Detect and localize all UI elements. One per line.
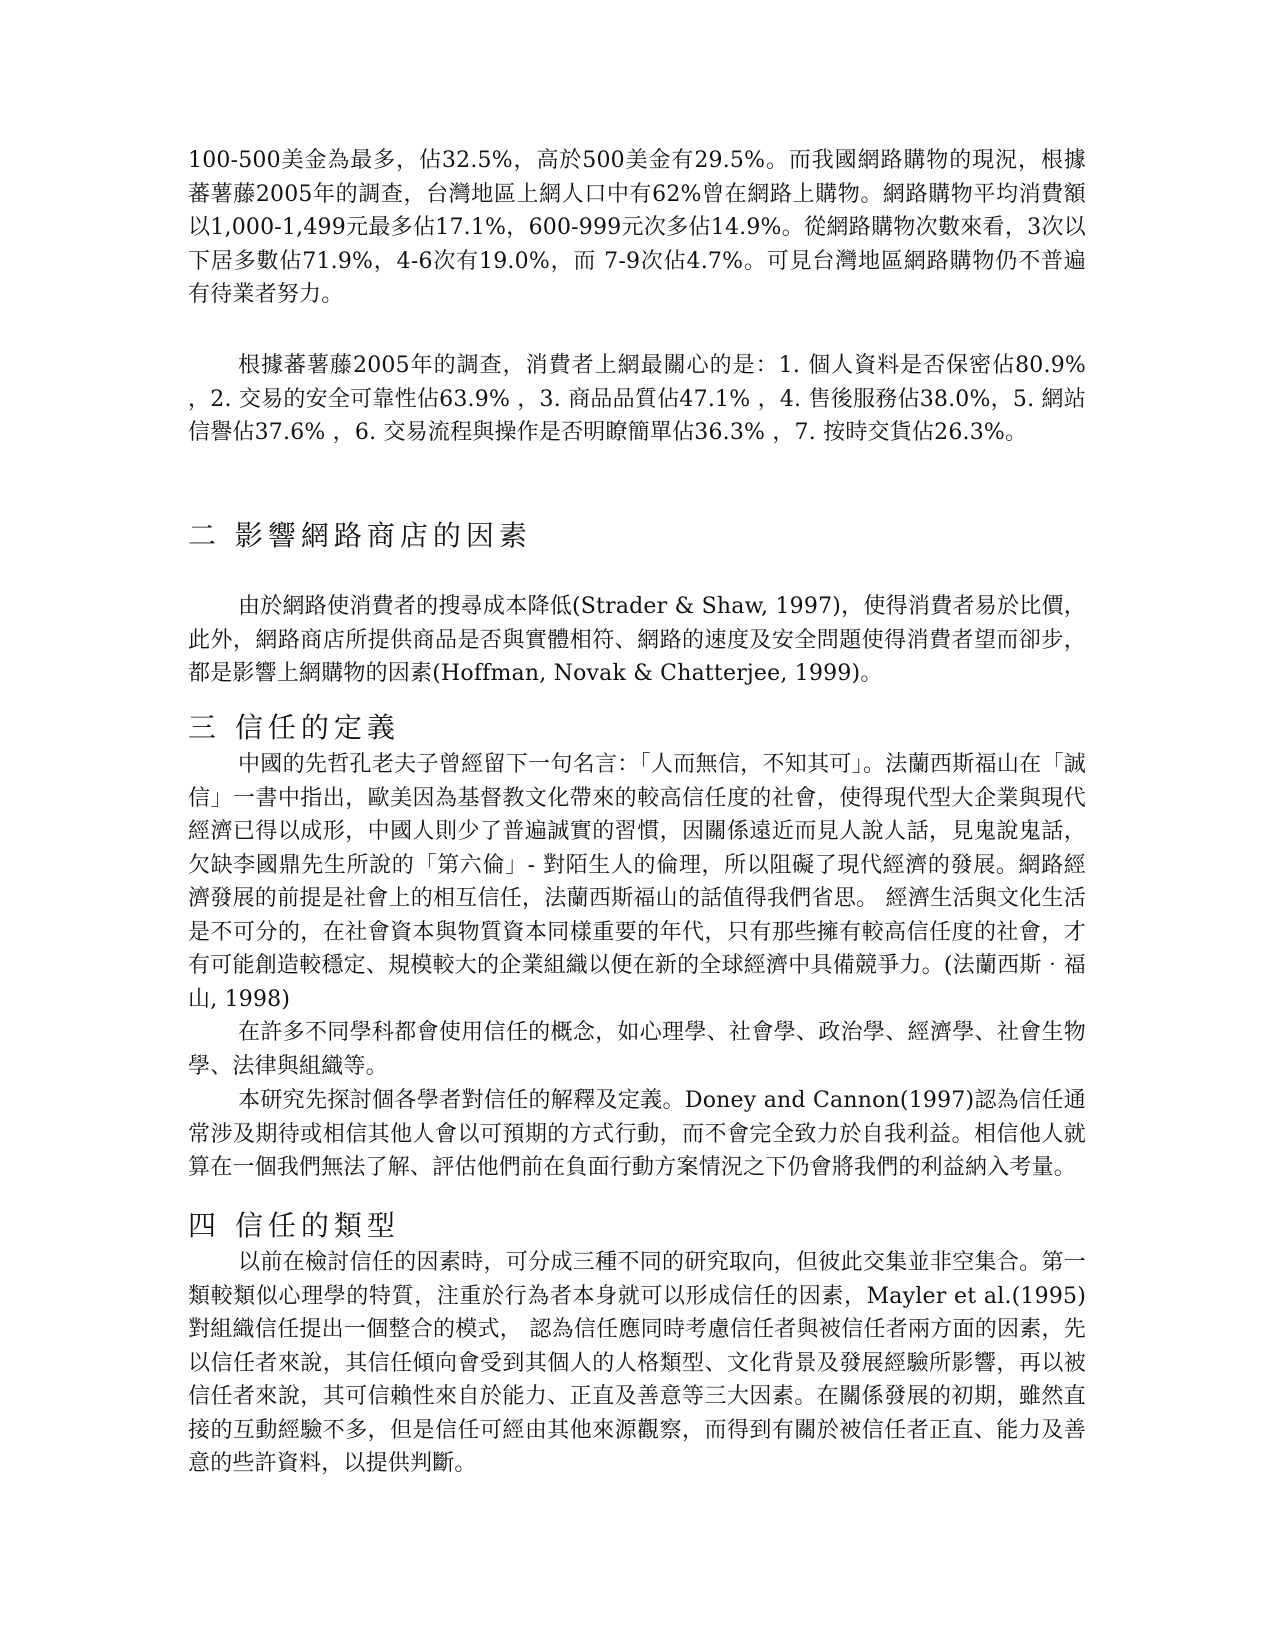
paragraph-doney-cannon: 本研究先探討個各學者對信任的解釋及定義。Doney and Cannon(1997)認為信任通常涉及期待或相信其他人會以可預期的方式行動，而不會完全致力於自我利益。相信他人就算在一個我們無法了解、評估他們前在負面行動方案情況之下仍會將我們的利益納入考量。 — [188, 1088, 1086, 1180]
section-heading-trust-definition: 三 信任的定義 — [188, 711, 400, 744]
paragraph-trust-approaches: 以前在檢討信任的因素時，可分成三種不同的研究取向，但彼此交集並非空集合。第一類較類似心理學的特質，注重於行為者本身就可以形成信任的因素，Mayler et al.(1995) 對組織信任提出一個整合的模式， 認為信任應同時考慮信任者與被信任者兩方面的因素，先以信任者來說，其信任傾向會受到其個人的人格類型、文化背景及發展經驗所影響，再以被信任者來說，其可信賴性來自於能力、正直及善意等三大因素。在關係發展的初期，雖然直接的互動經驗不多，但是信任可經由其他來源觀察，而得到有關於被信任者正直、能力及善意的些許資料，以提供判斷。 — [188, 1250, 1086, 1476]
paragraph-confucius-fukuyama: 中國的先哲孔老夫子曾經留下一句名言：「人而無信，不知其可」。法蘭西斯福山在「誠信」一書中指出，歐美因為基督教文化帶來的較高信任度的社會，使得現代型大企業與現代經濟已得以成形，中國人則少了普遍誠實的習慣，因關係遠近而見人說人話，見鬼說鬼話，欠缺李國鼎先生所說的「第六倫」- 對陌生人的倫理，所以阻礙了現代經濟的發展。網路經濟發展的前提是社會上的相互信任，法蘭西斯福山的話值得我們省思。 經濟生活與文化生活是不可分的，在社會資本與物質資本同樣重要的年代，只有那些擁有較高信任度的社會，才有可能創造較穩定、規模較大的企業組織以便在新的全球經濟中具備競爭力。(法蘭西斯‧福山, 1998) — [188, 752, 1086, 1012]
paragraph-consumer-concerns: 根據蕃薯藤2005年的調查，消費者上網最關心的是：1. 個人資料是否保密佔80.9% ，2. 交易的安全可靠性佔63.9% ，3. 商品品質佔47.1% ，4. 售後服務佔38.0%，5. 網站信譽佔37.6% ，6. 交易流程與操作是否明瞭簡單佔36.3% ，7. 按時交貨佔26.3%。 — [188, 353, 1086, 445]
paragraph-search-cost: 由於網路使消費者的搜尋成本降低(Strader & Shaw, 1997)，使得消費者易於比價，此外，網路商店所提供商品是否與實體相符、網路的速度及安全問題使得消費者望而卻步，都是影響上網購物的因素(Hoffman, Novak & Chatterjee, 1999)。 — [188, 594, 1086, 686]
section-heading-influencing-factors: 二 影響網路商店的因素 — [188, 519, 532, 552]
paragraph-trust-disciplines: 在許多不同學科都會使用信任的概念，如心理學、社會學、政治學、經濟學、社會生物學、法律與組織等。 — [188, 1020, 1086, 1079]
section-heading-trust-types: 四 信任的類型 — [188, 1209, 400, 1242]
paragraph-online-shopping-stats: 100-500美金為最多，佔32.5%，高於500美金有29.5%。而我國網路購物的現況，根據蕃薯藤2005年的調查，台灣地區上網人口中有62%曾在網路上購物。網路購物平均消費額以1,000-1,499元最多佔17.1%，600-999元次多佔14.9%。從網路購物次數來看，3次以下居多數佔71.9%，4-6次有19.0%，而 7-9次佔4.7%。可見台灣地區網路購物仍不普遍有待業者努力。 — [188, 148, 1086, 307]
